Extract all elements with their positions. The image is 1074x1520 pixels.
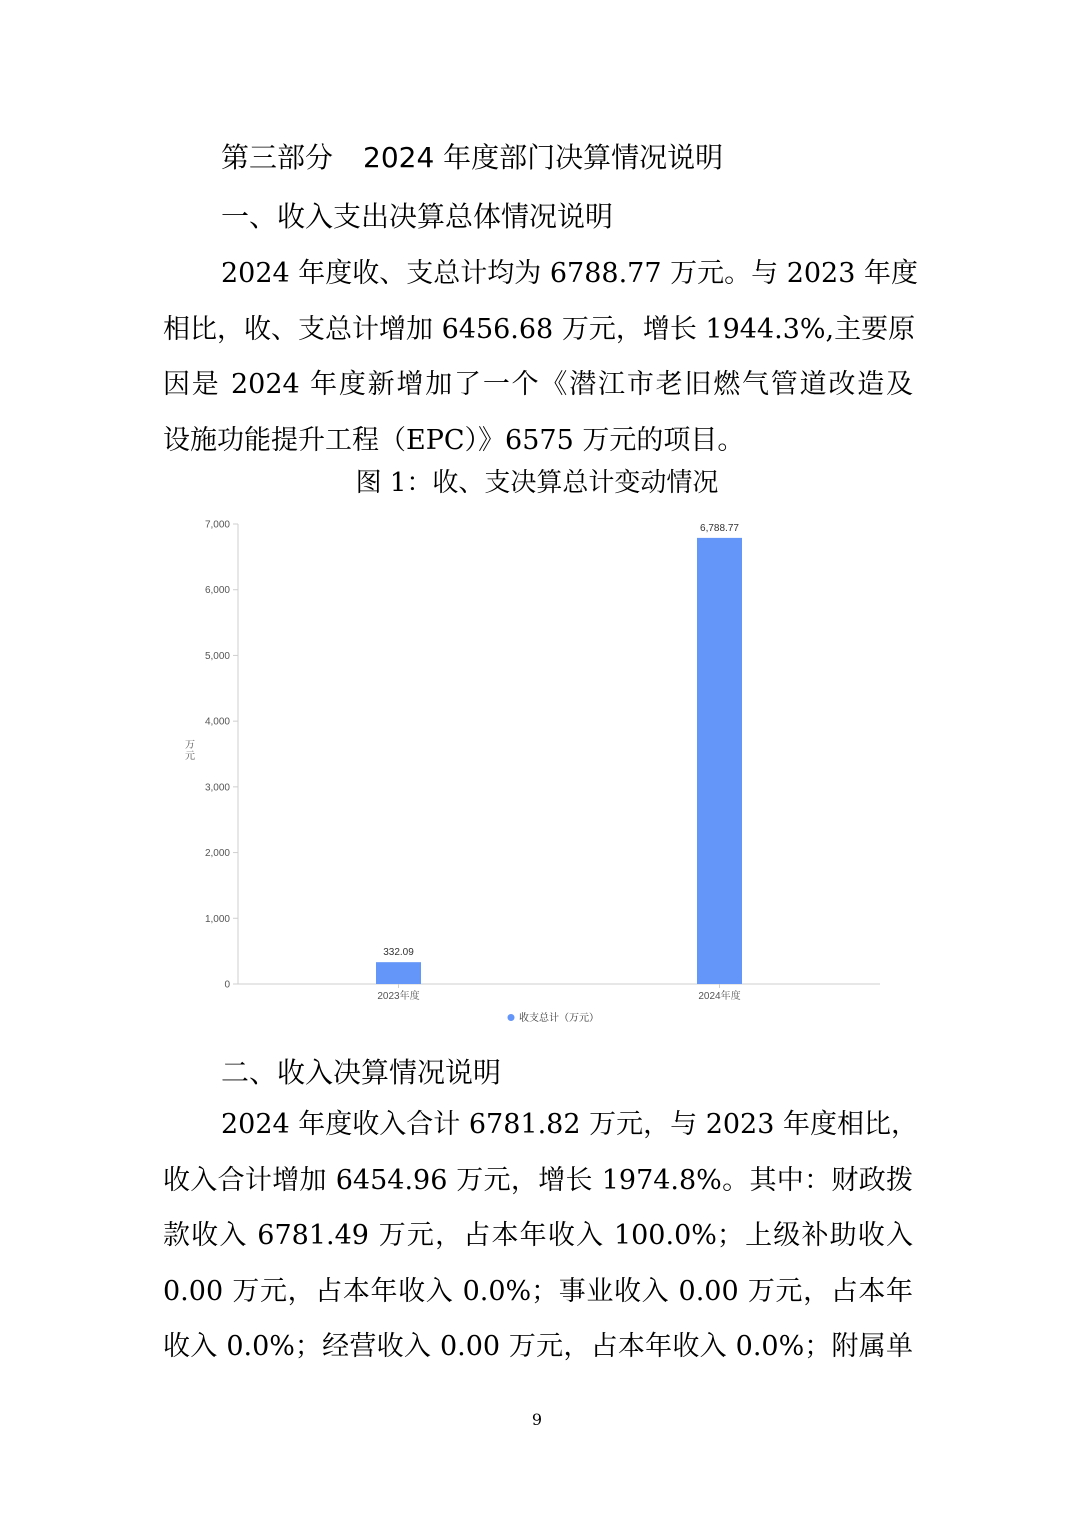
y-axis-label: 万元	[185, 740, 195, 762]
paragraph-line: 因是 2024 年度新增加了一个《潜江市老旧燃气管道改造及	[163, 369, 913, 400]
page-number: 9	[531, 1410, 543, 1429]
part-heading-title: 2024 年度部门决算情况说明	[363, 141, 724, 174]
y-tick-label: 7,000	[204, 519, 230, 531]
paragraph-line: 款收入 6781.49 万元，占本年收入 100.0%；上级补助收入	[163, 1220, 913, 1251]
section-2-title: 二、收入决算情况说明	[221, 1056, 502, 1089]
y-tick-label: 5,000	[204, 650, 230, 662]
legend-label: 收支总计（万元）	[519, 1013, 599, 1024]
paragraph-line: 设施功能提升工程（EPC）》6575 万元的项目。	[163, 424, 745, 456]
y-tick-label: 1,000	[204, 913, 230, 925]
paragraph-line: 2024 年度收、支总计均为 6788.77 万元。与 2023 年度	[221, 258, 918, 289]
paragraph-line: 收入 0.0%；经营收入 0.00 万元，占本年收入 0.0%；附属单	[163, 1331, 913, 1362]
chart-canvas	[160, 506, 900, 1046]
bar-value-label: 6,788.77	[700, 522, 739, 534]
y-tick-label: 6,000	[204, 585, 230, 597]
section-1-paragraph	[163, 246, 918, 468]
y-tick-label: 0	[224, 979, 230, 991]
paragraph-line: 2024 年度收入合计 6781.82 万元，与 2023 年度相比，	[221, 1109, 918, 1140]
bar-2023年度	[376, 962, 421, 984]
x-tick-label: 2024年度	[698, 991, 741, 1002]
bar-chart	[160, 506, 900, 1046]
y-tick-label: 2,000	[204, 848, 230, 860]
section-1-title: 一、收入支出决算总体情况说明	[221, 200, 614, 233]
paragraph-line: 0.00 万元，占本年收入 0.0%；事业收入 0.00 万元，占本年	[163, 1275, 913, 1307]
paragraph-line: 相比，收、支总计增加 6456.68 万元，增长 1944.3%,主要原	[163, 313, 916, 345]
paragraph-line: 收入合计增加 6454.96 万元，增长 1974.8%。其中：财政拨	[163, 1164, 913, 1196]
y-tick-label: 3,000	[204, 782, 230, 794]
y-tick-label: 4,000	[204, 716, 230, 728]
section-2-paragraph	[163, 1097, 918, 1375]
bar-2024年度	[697, 538, 742, 984]
figure-caption: 图 1：收、支决算总计变动情况	[355, 468, 719, 498]
part-heading	[221, 141, 724, 174]
x-tick-label: 2023年度	[377, 991, 420, 1002]
part-heading-label: 第三部分	[221, 141, 334, 174]
legend-marker	[508, 1014, 515, 1021]
bar-value-label: 332.09	[383, 947, 414, 959]
